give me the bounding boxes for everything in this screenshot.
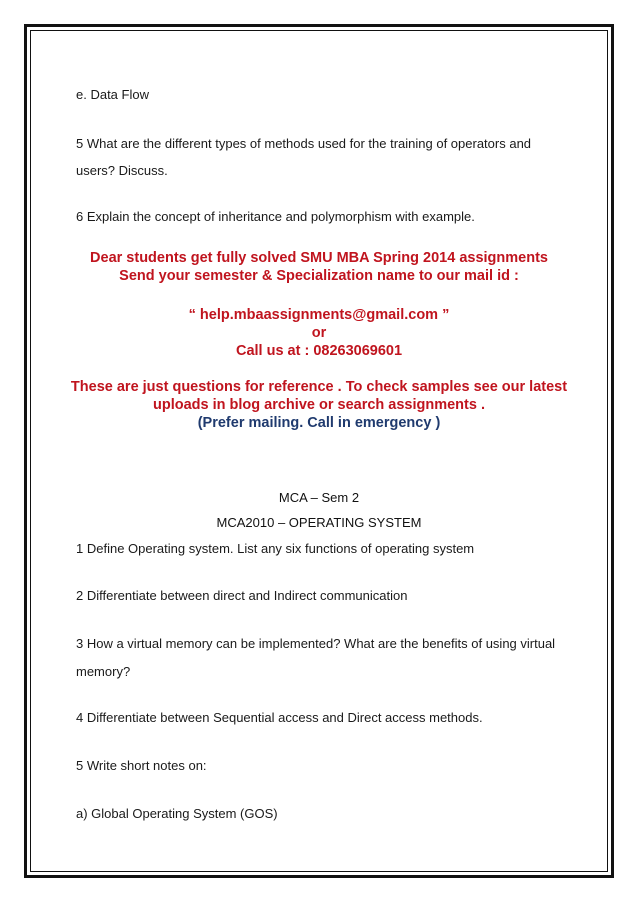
os-question-3-line-2: memory? <box>76 664 131 679</box>
promo-phone: Call us at : 08263069601 <box>235 343 403 359</box>
os-question-5: 5 Write short notes on: <box>76 758 207 773</box>
page-border-inner <box>30 30 608 872</box>
question-6: 6 Explain the concept of inheritance and polymorphism with example. <box>76 209 475 224</box>
promo-line-2: Send your semester & Specialization name to our mail id : <box>119 268 519 284</box>
os-question-5a: a) Global Operating System (GOS) <box>76 806 278 821</box>
question-5-line-1: 5 What are the different types of methods used for the training of operators and <box>76 136 532 151</box>
promo-email: “ help.mbaassignments@gmail.com ” <box>188 307 450 323</box>
promo-or: or <box>311 325 327 341</box>
course-subject: MCA2010 – OPERATING SYSTEM <box>216 515 422 530</box>
os-question-4: 4 Differentiate between Sequential access and Direct access methods. <box>76 710 483 725</box>
course-title: MCA – Sem 2 <box>278 490 360 505</box>
item-e-data-flow: e. Data Flow <box>76 87 149 102</box>
promo-note-line-2: uploads in blog archive or search assignments . <box>153 397 485 413</box>
promo-line-1: Dear students get fully solved SMU MBA Spring 2014 assignments <box>90 250 548 266</box>
promo-note-line-3: (Prefer mailing. Call in emergency ) <box>197 415 441 431</box>
os-question-2: 2 Differentiate between direct and Indirect communication <box>76 588 408 603</box>
os-question-3-line-1: 3 How a virtual memory can be implemented? What are the benefits of using virtual <box>76 636 556 651</box>
question-5-line-2: users? Discuss. <box>76 163 168 178</box>
promo-note-line-1: These are just questions for reference . To check samples see our latest <box>70 379 568 395</box>
os-question-1: 1 Define Operating system. List any six functions of operating system <box>76 541 475 556</box>
